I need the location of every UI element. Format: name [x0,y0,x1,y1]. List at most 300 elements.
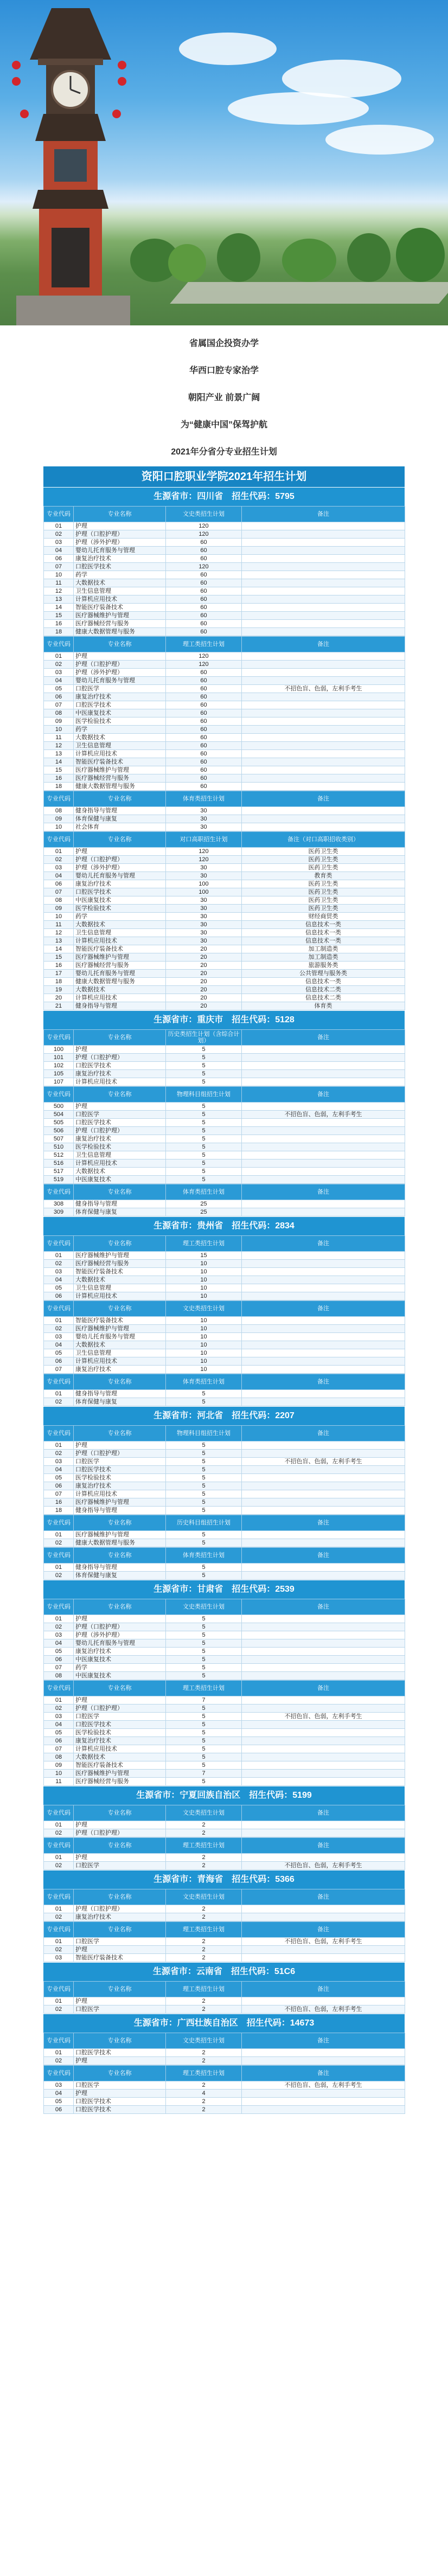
major-code-cell: 14 [44,758,74,766]
remark-cell [242,1341,405,1349]
plan-count-cell: 5 [166,1070,242,1078]
column-header: 备注 [242,1889,405,1905]
plan-count-cell: 5 [166,1159,242,1168]
major-code-cell: 11 [44,1778,74,1786]
table-row [44,1623,405,1631]
column-header: 专业名称 [74,1087,166,1103]
plan-table [43,1235,405,1300]
column-header: 体育类招生计划 [166,1374,242,1390]
plan-count-cell: 60 [166,547,242,555]
major-code-cell: 05 [44,1648,74,1656]
table-row [44,1349,405,1357]
major-name-cell: 婴幼儿托育服务与管理 [74,1333,166,1341]
remark-cell [242,2057,405,2065]
major-name-cell: 口腔医学 [74,1938,166,1946]
major-name-cell: 大数据技术 [74,986,166,994]
table-row [44,1143,405,1151]
major-name-cell: 卫生信息管理 [74,929,166,937]
table-header-row [44,1087,405,1103]
column-header: 专业代码 [44,1236,74,1252]
major-name-cell: 智能医疗装备技术 [74,1317,166,1325]
plan-count-cell: 60 [166,783,242,791]
table-row [44,1905,405,1913]
plan-count-cell: 10 [166,1366,242,1374]
major-name-cell: 护理（口腔护理） [74,1623,166,1631]
plan-count-cell: 5 [166,1623,242,1631]
major-code-cell: 02 [44,1704,74,1713]
major-code-cell: 02 [44,1572,74,1580]
plan-count-cell: 2 [166,1997,242,2005]
remark-cell: 公共管理与服务类 [242,970,405,978]
slogan-1: 省属国企投资办学 [189,339,259,348]
major-name-cell: 护理（涉外护理） [74,1631,166,1639]
plan-count-cell: 5 [166,1713,242,1721]
plan-count-cell: 30 [166,815,242,823]
table-row [44,1507,405,1515]
major-name-cell: 医疗器械经营与服务 [74,1778,166,1786]
major-code-cell: 02 [44,856,74,864]
table-header-row [44,1301,405,1317]
major-name-cell: 健身指导与管理 [74,1507,166,1515]
plan-count-cell: 30 [166,896,242,905]
plan-heading: 2021年分省分专业招生计划 [171,447,277,457]
major-code-cell: 08 [44,807,74,815]
column-header: 理工类招生计划 [166,1236,242,1252]
major-code-cell: 04 [44,677,74,685]
major-name-cell: 护理（涉外护理） [74,539,166,547]
remark-cell [242,612,405,620]
remark-cell [242,1046,405,1054]
remark-cell [242,2098,405,2106]
table-row [44,2057,405,2065]
column-header: 备注 [242,1805,405,1821]
table-row [44,856,405,864]
table-row [44,2090,405,2098]
table-row [44,1821,405,1829]
plan-table [43,1425,405,1515]
remark-cell [242,2049,405,2057]
plan-count-cell: 60 [166,555,242,563]
plan-count-cell: 10 [166,1260,242,1268]
plan-count-cell: 7 [166,1696,242,1704]
column-header: 专业名称 [74,2066,166,2081]
table-row [44,1127,405,1135]
major-name-cell: 智能医疗装备技术 [74,1954,166,1962]
remark-cell [242,547,405,555]
major-code-cell: 06 [44,1292,74,1300]
major-name-cell: 口腔医学技术 [74,1466,166,1474]
column-header: 理工类招生计划 [166,1681,242,1696]
major-name-cell: 医疗器械维护与管理 [74,1325,166,1333]
plan-count-cell: 5 [166,1458,242,1466]
remark-cell [242,595,405,604]
major-code-cell: 02 [44,530,74,539]
major-code-cell: 04 [44,1721,74,1729]
slogan-2: 华西口腔专家治学 [189,366,259,375]
plan-count-cell: 60 [166,571,242,579]
plan-count-cell: 2 [166,2005,242,2014]
plan-count-cell: 5 [166,1745,242,1753]
remark-cell [242,1821,405,1829]
table-row [44,555,405,563]
major-name-cell: 护理 [74,652,166,661]
province-header: 生源省市：贵州省 招生代码：2834 [43,1216,405,1235]
column-header: 专业代码 [44,1426,74,1441]
major-code-cell: 04 [44,872,74,880]
column-header: 备注 [242,2066,405,2081]
major-name-cell: 口腔医学技术 [74,2106,166,2114]
major-name-cell: 康复治疗技术 [74,1648,166,1656]
major-name-cell: 护理（口腔护理） [74,1704,166,1713]
column-header: 专业名称 [74,1922,166,1938]
remark-cell: 信息技术二类 [242,986,405,994]
plan-table [43,1805,405,1837]
plan-count-cell: 5 [166,1737,242,1745]
plan-table [43,791,405,831]
major-code-cell: 04 [44,1639,74,1648]
remark-cell [242,693,405,701]
table-row [44,1745,405,1753]
major-name-cell: 护理 [74,1103,166,1111]
column-header: 专业代码 [44,1374,74,1390]
plan-count-cell: 2 [166,1821,242,1829]
major-code-cell: 01 [44,1696,74,1704]
plan-count-cell: 2 [166,2057,242,2065]
plan-count-cell: 15 [166,1252,242,1260]
major-name-cell: 医学检验技术 [74,717,166,726]
table-row [44,1441,405,1450]
column-header: 备注 [242,1236,405,1252]
plan-count-cell: 5 [166,1111,242,1119]
major-name-cell: 护理（口腔护理） [74,1905,166,1913]
major-code-cell: 01 [44,1854,74,1862]
major-code-cell: 01 [44,652,74,661]
plan-count-cell: 20 [166,953,242,962]
remark-cell [242,1119,405,1127]
table-header-row [44,1838,405,1854]
major-code-cell: 15 [44,766,74,774]
remark-cell: 加工制造类 [242,953,405,962]
plan-count-cell: 20 [166,986,242,994]
remark-cell [242,1905,405,1913]
major-code-cell: 03 [44,539,74,547]
remark-cell: 教育类 [242,872,405,880]
remark-cell [242,652,405,661]
major-code-cell: 05 [44,1474,74,1482]
plan-count-cell: 60 [166,677,242,685]
remark-cell [242,1398,405,1406]
major-name-cell: 药学 [74,571,166,579]
major-code-cell: 507 [44,1135,74,1143]
major-name-cell: 医疗器械维护与管理 [74,766,166,774]
major-code-cell: 01 [44,1531,74,1539]
plan-count-cell: 5 [166,1078,242,1086]
plan-table [43,2033,405,2065]
plan-count-cell: 60 [166,742,242,750]
column-header: 备注 [242,637,405,652]
plan-count-cell: 10 [166,1292,242,1300]
major-code-cell: 03 [44,669,74,677]
plan-table [43,831,405,1010]
remark-cell [242,1292,405,1300]
table-header-row [44,1236,405,1252]
major-name-cell: 医疗器械经营与服务 [74,774,166,783]
major-name-cell: 婴幼儿托育服务与管理 [74,872,166,880]
remark-cell [242,1761,405,1770]
remark-cell [242,530,405,539]
table-row [44,1862,405,1870]
major-code-cell: 102 [44,1062,74,1070]
column-header: 专业名称 [74,832,166,848]
major-code-cell: 21 [44,1002,74,1010]
major-name-cell: 护理（口腔护理） [74,1127,166,1135]
column-header: 备注 [242,1838,405,1854]
plan-count-cell: 5 [166,1143,242,1151]
major-code-cell: 02 [44,1325,74,1333]
major-name-cell: 医学检验技术 [74,905,166,913]
plan-table [43,1889,405,1921]
plan-count-cell: 5 [166,1135,242,1143]
major-name-cell: 口腔医学技术 [74,1721,166,1729]
remark-cell [242,1349,405,1357]
table-row [44,742,405,750]
table-row [44,1458,405,1466]
plan-count-cell: 10 [166,1268,242,1276]
major-name-cell: 大数据技术 [74,734,166,742]
major-code-cell: 19 [44,986,74,994]
major-code-cell: 16 [44,1498,74,1507]
table-row [44,522,405,530]
major-name-cell: 医疗器械维护与管理 [74,1498,166,1507]
major-name-cell: 康复治疗技术 [74,693,166,701]
table-row [44,2081,405,2090]
province-header: 生源省市：甘肃省 招生代码：2539 [43,1580,405,1599]
table-row [44,1390,405,1398]
column-header: 专业名称 [74,1301,166,1317]
plan-table [43,1599,405,1680]
major-code-cell: 01 [44,848,74,856]
major-name-cell: 计算机应用技术 [74,1490,166,1498]
plan-count-cell: 5 [166,1656,242,1664]
major-name-cell: 医疗器械维护与管理 [74,612,166,620]
major-name-cell: 护理（口腔护理） [74,530,166,539]
remark-cell [242,1631,405,1639]
remark-cell: 信息技术一类 [242,937,405,945]
remark-cell [242,1829,405,1837]
major-name-cell: 健康大数据管理与服务 [74,1539,166,1547]
major-code-cell: 17 [44,970,74,978]
major-code-cell: 15 [44,612,74,620]
plan-count-cell: 60 [166,750,242,758]
major-name-cell: 康复治疗技术 [74,1070,166,1078]
remark-cell [242,726,405,734]
column-header: 专业名称 [74,1805,166,1821]
major-name-cell: 健康大数据管理与服务 [74,978,166,986]
plan-count-cell: 2 [166,1938,242,1946]
table-header-row [44,1681,405,1696]
remark-cell [242,1648,405,1656]
major-name-cell: 口腔医学技术 [74,563,166,571]
major-code-cell: 08 [44,1672,74,1680]
column-header: 理工类招生计划 [166,1982,242,1997]
remark-cell [242,1531,405,1539]
major-code-cell: 05 [44,685,74,693]
remark-cell [242,807,405,815]
remark-cell [242,628,405,636]
major-code-cell: 01 [44,1252,74,1260]
table-row [44,1639,405,1648]
table-header-row [44,2066,405,2081]
remark-cell [242,1753,405,1761]
major-name-cell: 康复治疗技术 [74,1135,166,1143]
remark-cell [242,1563,405,1572]
major-code-cell: 13 [44,937,74,945]
remark-cell [242,1539,405,1547]
plan-count-cell: 30 [166,937,242,945]
major-code-cell: 05 [44,2098,74,2106]
table-row [44,962,405,970]
major-name-cell: 中医康复技术 [74,709,166,717]
major-code-cell: 101 [44,1054,74,1062]
remark-cell [242,620,405,628]
plan-count-cell: 5 [166,1498,242,1507]
major-name-cell: 护理（涉外护理） [74,669,166,677]
column-header: 物理科目组招生计划 [166,1426,242,1441]
plan-count-cell: 120 [166,661,242,669]
major-code-cell: 06 [44,1357,74,1366]
column-header: 专业名称 [74,1515,166,1531]
plan-count-cell: 5 [166,1539,242,1547]
slogan-4: 为“健康中国”保驾护航 [180,420,267,430]
plan-count-cell: 20 [166,994,242,1002]
table-row [44,1648,405,1656]
major-code-cell: 09 [44,905,74,913]
table-row [44,1119,405,1127]
major-name-cell: 卫生信息管理 [74,742,166,750]
plan-count-cell: 30 [166,929,242,937]
major-name-cell: 护理（涉外护理） [74,864,166,872]
major-code-cell: 12 [44,587,74,595]
plan-table [43,636,405,791]
column-header: 专业代码 [44,1805,74,1821]
remark-cell [242,815,405,823]
table-row [44,1200,405,1208]
major-name-cell: 大数据技术 [74,1276,166,1284]
plan-count-cell: 5 [166,1648,242,1656]
major-code-cell: 10 [44,913,74,921]
column-header: 备注 [242,1184,405,1200]
table-row [44,1151,405,1159]
main-title: 资阳口腔职业学院2021年招生计划 [43,466,405,487]
remark-cell [242,1078,405,1086]
major-name-cell: 大数据技术 [74,1168,166,1176]
table-row [44,1341,405,1349]
major-name-cell: 大数据技术 [74,1753,166,1761]
province-header: 生源省市：重庆市 招生代码：5128 [43,1010,405,1029]
major-code-cell: 519 [44,1176,74,1184]
remark-cell [242,1572,405,1580]
table-row [44,1062,405,1070]
plan-count-cell: 5 [166,1151,242,1159]
plan-count-cell: 2 [166,1862,242,1870]
plan-count-cell: 20 [166,970,242,978]
table-row [44,888,405,896]
plan-count-cell: 30 [166,905,242,913]
major-name-cell: 医疗器械维护与管理 [74,1770,166,1778]
major-name-cell: 口腔医学 [74,1111,166,1119]
major-code-cell: 04 [44,1341,74,1349]
remark-cell [242,1474,405,1482]
major-code-cell: 07 [44,888,74,896]
table-row [44,1474,405,1482]
plan-table [43,1184,405,1216]
table-row [44,2005,405,2014]
major-name-cell: 康复治疗技术 [74,880,166,888]
plan-count-cell: 5 [166,1119,242,1127]
plan-count-cell: 120 [166,563,242,571]
table-row [44,530,405,539]
major-code-cell: 500 [44,1103,74,1111]
major-name-cell: 计算机应用技术 [74,1745,166,1753]
table-row [44,848,405,856]
table-row [44,1333,405,1341]
major-code-cell: 02 [44,1539,74,1547]
remark-cell [242,579,405,587]
plan-count-cell: 25 [166,1208,242,1216]
column-header: 专业名称 [74,1548,166,1563]
major-code-cell: 16 [44,774,74,783]
remark-cell [242,587,405,595]
remark-cell [242,1168,405,1176]
remark-cell: 医药卫生类 [242,880,405,888]
major-code-cell: 309 [44,1208,74,1216]
remark-cell: 医药卫生类 [242,905,405,913]
major-code-cell: 14 [44,604,74,612]
major-name-cell: 药学 [74,1664,166,1672]
column-header: 体育类招生计划 [166,1184,242,1200]
major-name-cell: 健身指导与管理 [74,1002,166,1010]
table-row [44,945,405,953]
plan-count-cell: 7 [166,1770,242,1778]
table-row [44,1159,405,1168]
remark-cell [242,1325,405,1333]
column-header: 专业代码 [44,1599,74,1615]
major-name-cell: 健康大数据管理与服务 [74,628,166,636]
table-row [44,1539,405,1547]
major-name-cell: 计算机应用技术 [74,1292,166,1300]
column-header: 备注 [242,1548,405,1563]
remark-cell: 医药卫生类 [242,888,405,896]
remark-cell [242,1770,405,1778]
major-code-cell: 01 [44,522,74,530]
major-name-cell: 口腔医学技术 [74,1062,166,1070]
remark-cell [242,1507,405,1515]
table-row [44,1078,405,1086]
table-row [44,774,405,783]
remark-cell [242,1997,405,2005]
major-name-cell: 中医康复技术 [74,1672,166,1680]
major-code-cell: 04 [44,1276,74,1284]
major-name-cell: 护理 [74,848,166,856]
major-code-cell: 02 [44,1862,74,1870]
major-name-cell: 智能医疗装备技术 [74,1268,166,1276]
column-header: 备注 [242,791,405,807]
major-code-cell: 06 [44,1656,74,1664]
table-row [44,1737,405,1745]
major-name-cell: 护理（口腔护理） [74,856,166,864]
remark-cell [242,758,405,766]
table-row [44,734,405,742]
